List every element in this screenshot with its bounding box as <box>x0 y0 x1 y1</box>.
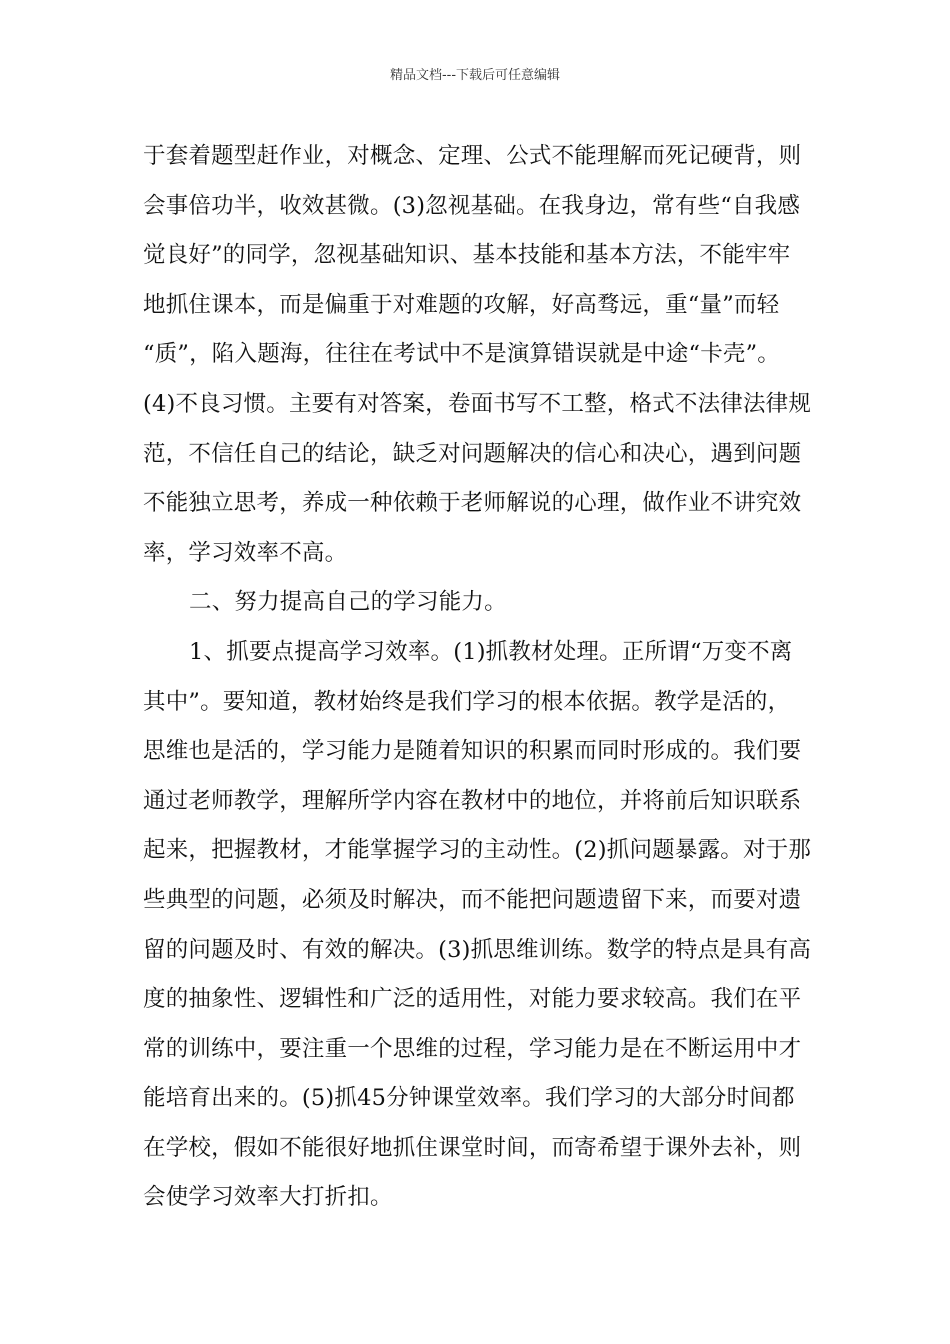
section-heading: 二、努力提高自己的学习能力。 <box>189 589 507 616</box>
text-line: 能培育出来的。(5)抓45分钟课堂效率。我们学习的大部分时间都 <box>143 1085 795 1112</box>
text-line: 通过老师教学，理解所学内容在教材中的地位，并将前后知识联系 <box>143 787 802 814</box>
text-line: 思维也是活的，学习能力是随着知识的积累而同时形成的。我们要 <box>143 738 802 765</box>
text-line: 会事倍功半，收效甚微。(3)忽视基础。在我身边，常有些“自我感 <box>143 192 801 219</box>
text-line: 在学校，假如不能很好地抓住课堂时间，而寄希望于课外去补，则 <box>143 1134 802 1161</box>
text-line: 地抓住课本，而是偏重于对难题的攻解，好高骛远，重“量”而轻 <box>143 291 780 318</box>
text-line: 范，不信任自己的结论，缺乏对问题解决的信心和决心，遇到问题 <box>143 440 802 467</box>
text-line: 1、抓要点提高学习效率。(1)抓教材处理。正所谓“万变不离 <box>189 638 793 665</box>
text-line: 不能独立思考，养成一种依赖于老师解说的心理，做作业不讲究效 <box>143 490 802 517</box>
text-line: 留的问题及时、有效的解决。(3)抓思维训练。数学的特点是具有高 <box>143 936 812 963</box>
text-line: “质”，陷入题海，往往在考试中不是演算错误就是中途“卡壳”。 <box>143 341 781 368</box>
text-line: 觉良好”的同学，忽视基础知识、基本技能和基本方法，不能牢牢 <box>143 242 791 269</box>
text-line: 度的抽象性、逻辑性和广泛的适用性，对能力要求较高。我们在平 <box>143 986 802 1013</box>
text-line: 率，学习效率不高。 <box>143 539 348 566</box>
text-line: 常的训练中，要注重一个思维的过程，学习能力是在不断运用中才 <box>143 1035 802 1062</box>
text-line: 会使学习效率大打折扣。 <box>143 1184 393 1211</box>
page-header: 精品文档---下载后可任意编辑 <box>389 68 561 83</box>
text-line: 起来，把握教材，才能掌握学习的主动性。(2)抓问题暴露。对于那 <box>143 837 812 864</box>
text-line: (4)不良习惯。主要有对答案，卷面书写不工整，格式不法律法律规 <box>143 390 812 417</box>
text-line: 于套着题型赶作业，对概念、定理、公式不能理解而死记硬背，则 <box>143 143 802 169</box>
body-text <box>143 132 833 1223</box>
text-line: 些典型的问题，必须及时解决，而不能把问题遗留下来，而要对遗 <box>143 886 802 913</box>
text-line: 其中”。要知道，教材始终是我们学习的根本依据。教学是活的， <box>143 688 791 715</box>
